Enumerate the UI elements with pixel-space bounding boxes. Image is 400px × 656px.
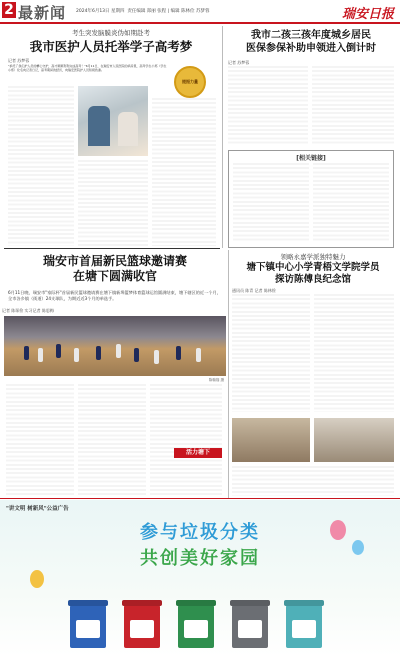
date-line: 2024年6月13日 星期四 责任编辑 郑丽 张程 | 编辑 陈林俭 苏梦蓉 [76, 9, 210, 14]
column-divider-2 [228, 250, 229, 498]
related-links-col1 [233, 163, 309, 243]
article4-body-col2 [314, 294, 394, 412]
article3-body-col2 [78, 384, 146, 496]
article4-body-col3 [232, 466, 394, 496]
article2-headline-line2: 医保参保补助申领进入倒计时 [246, 43, 376, 54]
trash-bin-label [130, 620, 154, 638]
trash-bin-label [238, 620, 262, 638]
trash-bins [0, 500, 400, 656]
related-links-title: [相关链接] [296, 155, 326, 162]
trash-bin-lid [230, 600, 270, 606]
column-divider [222, 26, 223, 248]
trash-bin-label [76, 620, 100, 638]
article1-lead: "承托了我们护人员的精心守护，高才顺顺利利完成高考！"6月11日，在瑞安市人民医院的病房里，高考学生小郑（学生小郑）化名向记者日记，高考期间的经历，向瑞安医院护人员积极致谢。 [8, 64, 167, 73]
horizontal-divider [4, 248, 220, 249]
article-insurance [226, 26, 396, 248]
trash-bin-lid [284, 600, 324, 606]
trash-bin-label [184, 620, 208, 638]
article2-byline: 记者 苏梦蓉 [228, 60, 250, 65]
article4-body-col1 [232, 294, 310, 412]
related-links-box [228, 150, 394, 248]
trash-bin [286, 604, 322, 648]
trash-bin-lid [176, 600, 216, 606]
article3-lead: 6月11日晚，瑞安市"家际杯"首届新民篮球邀请赛在塘下镇新埠篮梦体育篮球运馆圆满结束，塘下辖区的近一个月，全市各乡镇（街道）24支球队，为期近近3个月的单选手。 [8, 290, 221, 301]
trash-bin-lid [122, 600, 162, 606]
highlight-tag: 活力塘下 [174, 448, 222, 458]
page-number: 2 [2, 2, 16, 18]
trash-bin-lid [68, 600, 108, 606]
trash-bin [232, 604, 268, 648]
article3-byline: 记者 陈琛俭 实习记者 陈思梅 [2, 308, 54, 313]
basketball-photo [4, 316, 226, 376]
page-header [0, 0, 400, 24]
article4-kicker: 领略永嘉学派独特魅力 [280, 253, 346, 261]
article4-headline-line2: 探访陈傅良纪念馆 [274, 274, 351, 285]
photo-credit: 陈翰翔 摄 [208, 378, 224, 382]
article3-body-col1 [6, 384, 74, 496]
ad-slogan-line2: 共创美好家园 [140, 548, 260, 569]
article1-photo [78, 86, 148, 156]
section-title: 最新闻 [18, 4, 67, 22]
article-basketball [4, 250, 226, 498]
article-medical-exam [4, 26, 218, 246]
public-service-ad [0, 500, 400, 656]
article-school-visit [230, 250, 396, 498]
trash-bin-label [292, 620, 316, 638]
school-photo-1 [232, 418, 310, 462]
trash-bin [70, 604, 106, 648]
article1-byline: 记者 苏梦蓉 [8, 58, 30, 63]
ad-slogan-line1: 参与垃圾分类 [140, 522, 260, 543]
ad-divider [0, 498, 400, 499]
article2-body-col2 [312, 66, 394, 144]
article1-sticker: 提振力量 [174, 66, 206, 98]
article3-body-col3 [150, 384, 222, 496]
school-photo-2 [314, 418, 394, 462]
trash-bin [124, 604, 160, 648]
article4-byline: 通讯员 陈青 记者 陈林俭 [232, 288, 276, 293]
related-links-col2 [313, 163, 389, 243]
article2-body-col1 [228, 66, 308, 144]
article3-headline-line1: 瑞安市首届新民篮球邀请赛 [42, 254, 187, 268]
article1-body-col1 [8, 86, 74, 246]
article4-headline-line1: 塘下镇中心小学青梧文学院学员 [246, 262, 380, 273]
article1-headline: 我市医护人员托举学子高考梦 [29, 39, 193, 54]
article1-kicker: 考生突发脑膜炎伪如期赴考 [72, 29, 150, 37]
paper-logo: 瑞安日报 [341, 7, 394, 22]
article3-headline-line2: 在塘下圆满收官 [72, 269, 157, 283]
ad-tag: "讲文明 树新风"公益广告 [6, 506, 69, 512]
article1-body-col3 [152, 98, 216, 246]
trash-bin [178, 604, 214, 648]
article1-body-col2 [78, 160, 148, 246]
article2-headline-line1: 我市二孩三孩年度城乡居民 [251, 30, 371, 41]
